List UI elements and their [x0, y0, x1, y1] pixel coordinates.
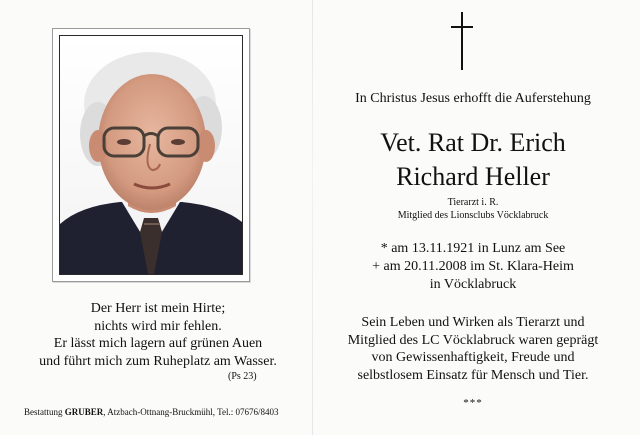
portrait-photo — [59, 35, 243, 275]
death-line: + am 20.11.2008 im St. Klara-Heim — [372, 259, 574, 274]
psalm-line: Der Herr ist mein Hirte; — [90, 301, 226, 316]
eulogy-line: Mitglied des LC Vöcklabruck waren geprägt — [347, 332, 599, 348]
card-fold — [312, 0, 313, 435]
eulogy-line: Sein Leben und Wirken als Tierarzt und — [361, 315, 585, 330]
psalm-line: Er lässt mich lagern auf grünen Auen — [53, 336, 263, 351]
deceased-name-line-1: Vet. Rat Dr. Erich — [380, 128, 566, 157]
eulogy-line: von Gewissenhaftigkeit, Freude und — [371, 350, 575, 365]
portrait-frame — [52, 28, 250, 282]
portrait-illustration — [60, 36, 242, 274]
faith-line: In Christus Jesus erhofft die Auferstehung — [355, 91, 591, 106]
psalm-reference: (Ps 23) — [228, 371, 257, 382]
psalm-line: und führt mich zum Ruheplatz am Wasser. — [39, 353, 277, 369]
undertaker-brand: GRUBER — [64, 407, 104, 417]
death-place-line: in Vöcklabruck — [429, 277, 517, 292]
membership-line: Mitglied des Lionsclubs Vöcklabruck — [397, 210, 549, 221]
undertaker-contact: , Atzbach-Ottnang-Bruckmühl, Tel.: 07676/8403 — [103, 407, 279, 417]
psalm-line: nichts wird mir fehlen. — [94, 318, 222, 334]
closing-stars: *** — [463, 397, 483, 409]
deceased-name-line-2: Richard Heller — [396, 162, 550, 191]
eulogy-line: selbstlosem Einsatz für Mensch und Tier. — [357, 367, 589, 383]
birth-line: * am 13.11.1921 in Lunz am See — [380, 241, 566, 256]
latin-cross-icon — [450, 12, 474, 70]
psalm-quote — [38, 300, 278, 370]
undertaker-info — [24, 407, 314, 417]
profession-line: Tierarzt i. R. — [447, 197, 499, 208]
undertaker-prefix: Bestattung — [24, 407, 63, 417]
eulogy-text — [318, 314, 628, 384]
